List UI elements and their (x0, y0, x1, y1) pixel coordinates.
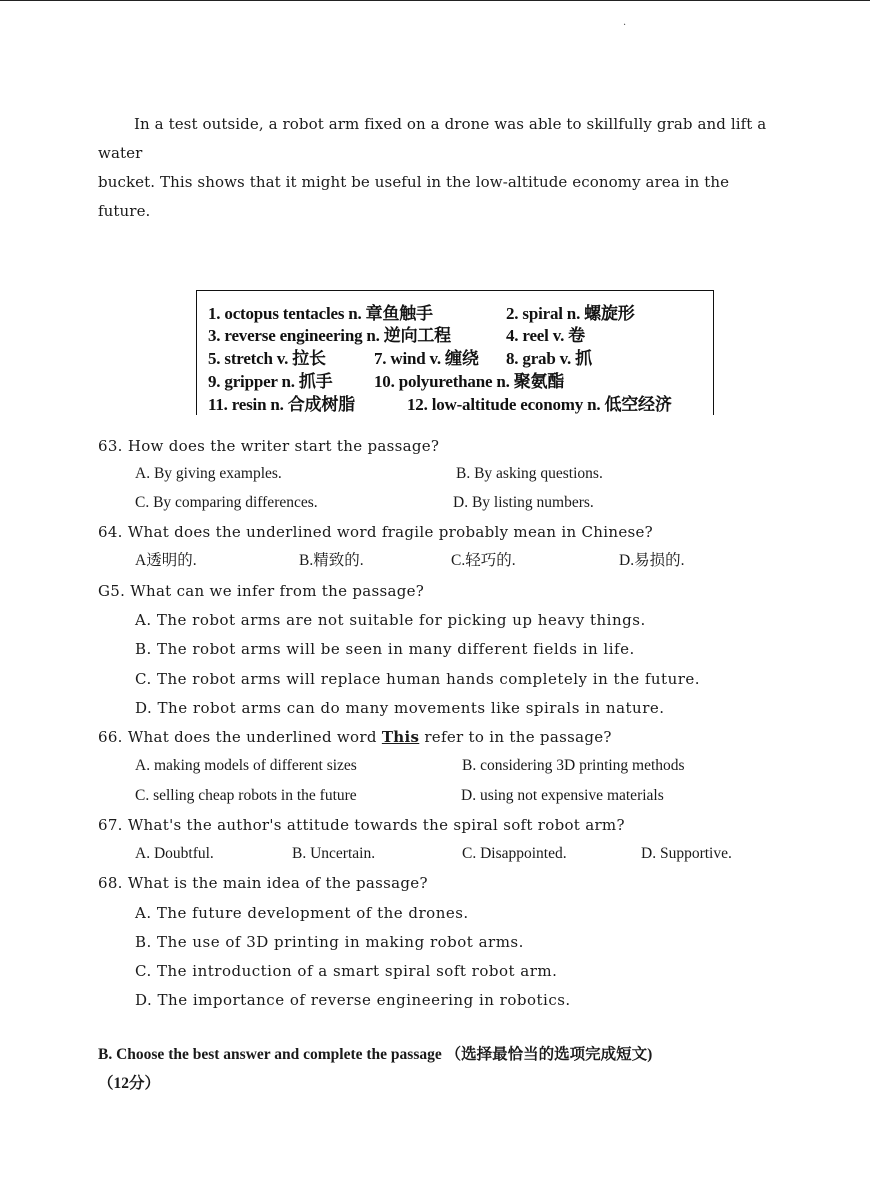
question-67-stem: 67. What's the author's attitude towards the spiral soft robot arm? (98, 816, 625, 834)
q65-option-a[interactable]: A. The robot arms are not suitable for picking up heavy things. (135, 611, 646, 629)
q67-option-a[interactable]: A. Doubtful. (135, 845, 214, 862)
section-b-heading: B. Choose the best answer and complete the passage （选择最恰当的选项完成短文) (98, 1046, 653, 1063)
q63-option-b[interactable]: B. By asking questions. (456, 465, 603, 482)
page-mark: · (623, 20, 627, 31)
q68-option-a[interactable]: A. The future development of the drones. (135, 904, 469, 922)
q67-option-b[interactable]: B. Uncertain. (292, 845, 376, 862)
question-66-stem (98, 727, 612, 747)
q63-option-a[interactable]: A. By giving examples. (135, 465, 282, 482)
q66-option-d[interactable]: D. using not expensive materials (461, 787, 664, 804)
section-b-points: （12分） (98, 1075, 161, 1092)
vocab-item: 1. octopus tentacles n. 章鱼触手 (208, 304, 433, 323)
passage-paragraph (98, 110, 778, 226)
passage-line-1: In a test outside, a robot arm fixed on a drone was able to skillfully grab and lift a water (98, 115, 767, 162)
vocab-item: 5. stretch v. 拉长 (208, 349, 326, 368)
q66-stem-after: refer to in the passage? (419, 728, 612, 746)
q66-stem-before: 66. What does the underlined word (98, 728, 382, 746)
vocab-item: 12. low-altitude economy n. 低空经济 (407, 395, 672, 414)
q63-option-c[interactable]: C. By comparing differences. (135, 494, 318, 511)
question-63-stem: 63. How does the writer start the passage? (98, 437, 440, 455)
vocab-item: 8. grab v. 抓 (506, 349, 592, 368)
q68-option-c[interactable]: C. The introduction of a smart spiral soft robot arm. (135, 962, 558, 980)
q66-option-b[interactable]: B. considering 3D printing methods (462, 757, 685, 774)
q64-option-c[interactable]: C.轻巧的. (451, 552, 516, 569)
top-border (0, 0, 870, 1)
question-64-stem: 64. What does the underlined word fragile probably mean in Chinese? (98, 523, 654, 541)
q67-option-d[interactable]: D. Supportive. (641, 845, 732, 862)
q64-option-a[interactable]: A透明的. (135, 552, 197, 569)
vocab-item: 2. spiral n. 螺旋形 (506, 304, 635, 323)
question-68-stem: 68. What is the main idea of the passage? (98, 874, 428, 892)
vocab-item: 11. resin n. 合成树脂 (208, 395, 355, 414)
vocab-item: 9. gripper n. 抓手 (208, 372, 333, 391)
q66-underlined-word: This (381, 728, 420, 746)
vocab-item: 7. wind v. 缠绕 (374, 349, 479, 368)
vocab-item: 10. polyurethane n. 聚氨酯 (374, 372, 565, 391)
question-65-stem: G5. What can we infer from the passage? (98, 582, 425, 600)
passage-line-2: bucket. This shows that it might be useful in the low-altitude economy area in the future. (98, 173, 730, 220)
q66-option-c[interactable]: C. selling cheap robots in the future (135, 787, 357, 804)
q65-option-c[interactable]: C. The robot arms will replace human hands completely in the future. (135, 670, 701, 688)
vocab-item: 4. reel v. 卷 (506, 326, 585, 345)
q65-option-b[interactable]: B. The robot arms will be seen in many different fields in life. (135, 640, 635, 658)
q64-option-d[interactable]: D.易损的. (619, 552, 685, 569)
q65-option-d[interactable]: D. The robot arms can do many movements like spirals in nature. (135, 699, 665, 717)
q64-option-b[interactable]: B.精致的. (299, 552, 364, 569)
vocab-item: 3. reverse engineering n. 逆向工程 (208, 326, 451, 345)
q68-option-d[interactable]: D. The importance of reverse engineering in robotics. (135, 991, 571, 1009)
q67-option-c[interactable]: C. Disappointed. (462, 845, 567, 862)
q63-option-d[interactable]: D. By listing numbers. (453, 494, 594, 511)
vocabulary-box (196, 290, 714, 415)
q68-option-b[interactable]: B. The use of 3D printing in making robot arms. (135, 933, 524, 951)
q66-option-a[interactable]: A. making models of different sizes (135, 757, 357, 774)
